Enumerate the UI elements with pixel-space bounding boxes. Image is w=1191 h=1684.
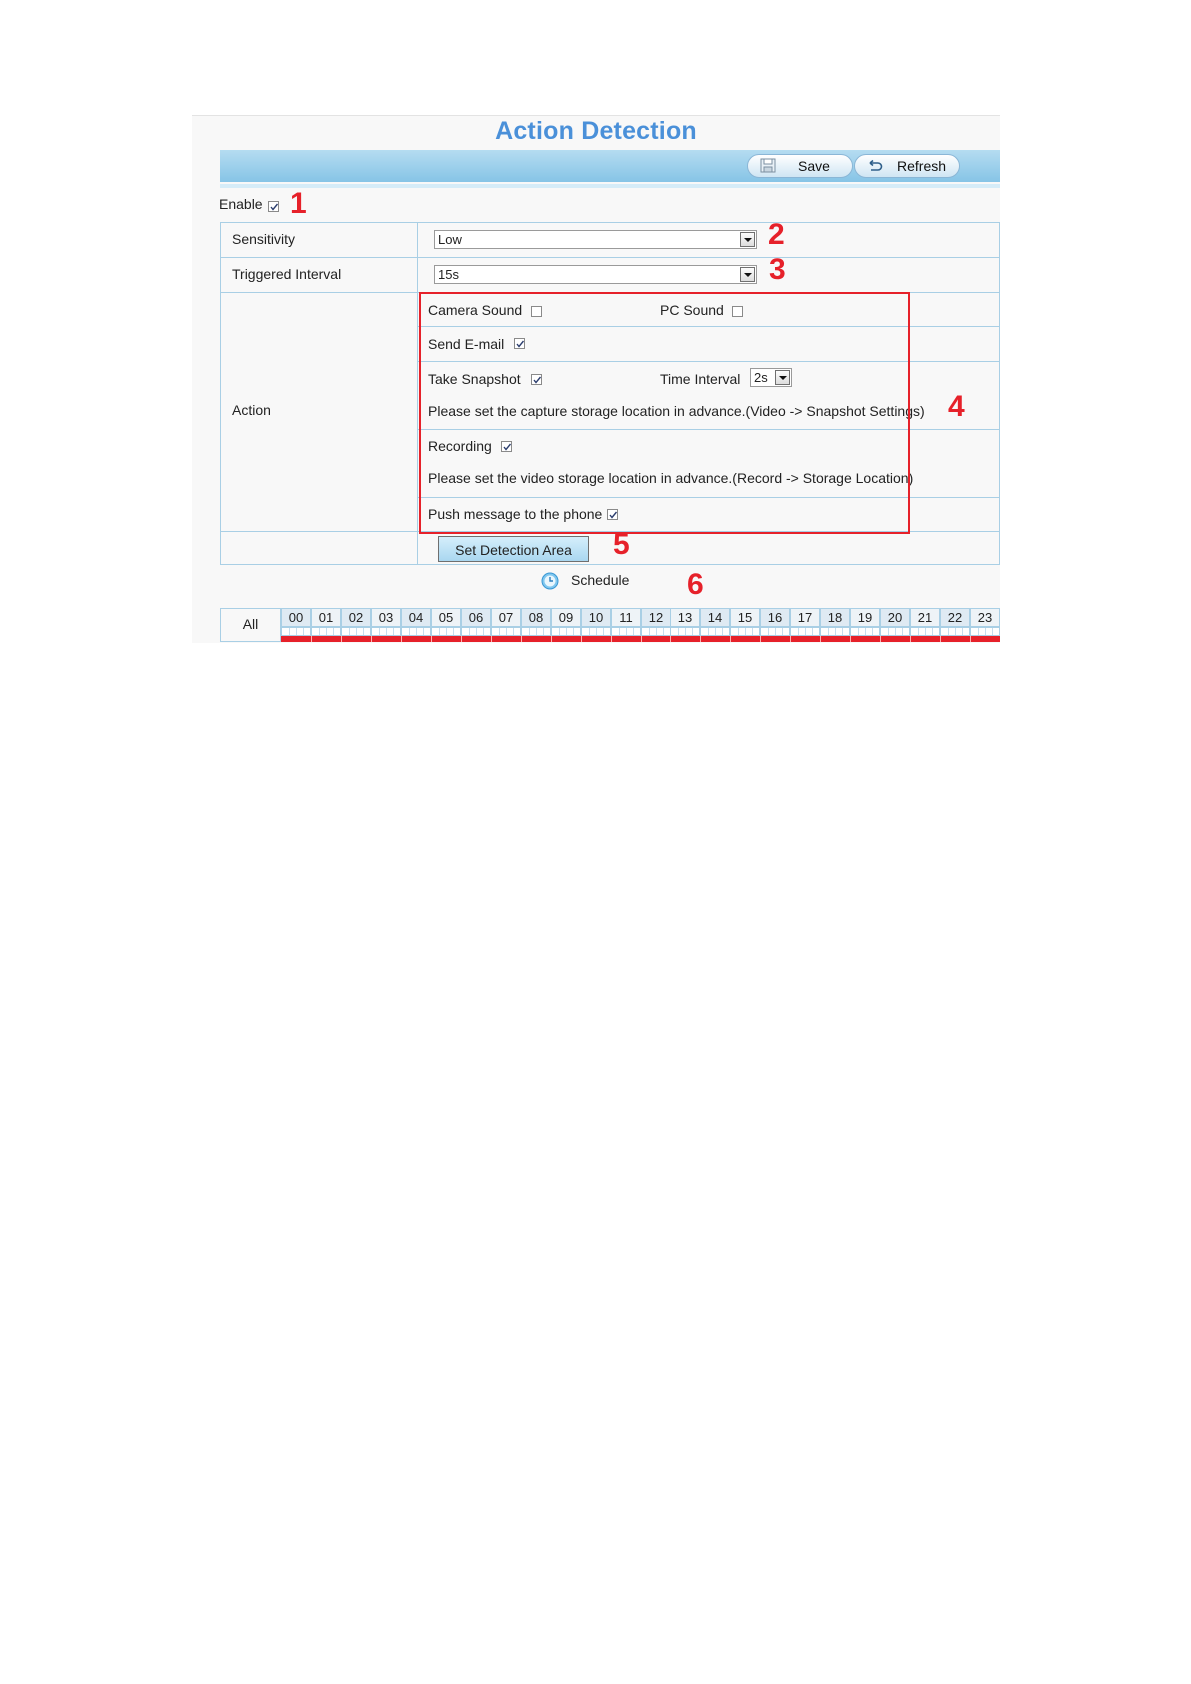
save-label: Save [798, 158, 830, 174]
slot-tick [798, 628, 799, 635]
schedule-slot-strip[interactable] [581, 627, 611, 636]
schedule-grid [220, 608, 1000, 643]
slot-tick [566, 628, 567, 635]
slot-divider [910, 636, 911, 642]
camera-sound-label: Camera Sound [428, 302, 523, 318]
slot-divider [401, 636, 402, 642]
sensitivity-value: Low [438, 232, 462, 247]
chevron-down-icon[interactable] [740, 232, 755, 247]
slot-tick [326, 628, 327, 635]
settings-table [220, 218, 1000, 565]
slot-tick [685, 628, 686, 635]
slot-tick [895, 628, 896, 635]
refresh-icon [867, 158, 883, 173]
action-detection-panel [192, 115, 1000, 643]
slot-tick [828, 628, 829, 635]
slot-tick [708, 628, 709, 635]
slot-tick [393, 628, 394, 635]
enable-label: Enable [219, 196, 263, 212]
toolbar [220, 150, 1000, 182]
schedule-hour-14[interactable]: 14 [700, 608, 730, 627]
save-button[interactable] [747, 154, 853, 178]
slot-tick [356, 628, 357, 635]
schedule-hour-02[interactable]: 02 [341, 608, 371, 627]
slot-tick [319, 628, 320, 635]
slot-divider [551, 636, 552, 642]
annotation-3: 3 [769, 253, 786, 286]
slot-divider [850, 636, 851, 642]
slot-tick [536, 628, 537, 635]
slot-tick [386, 628, 387, 635]
recording-note: Please set the video storage location in advance.(Record -> Storage Location) [428, 470, 914, 486]
slot-tick [955, 628, 956, 635]
slot-tick [289, 628, 290, 635]
slot-divider [461, 636, 462, 642]
slot-tick [775, 628, 776, 635]
slot-divider [940, 636, 941, 642]
refresh-label: Refresh [897, 158, 947, 174]
slot-tick [439, 628, 440, 635]
slot-tick [603, 628, 604, 635]
slot-tick [745, 628, 746, 635]
schedule-hour-07[interactable]: 07 [491, 608, 521, 627]
schedule-label: Schedule [571, 572, 630, 588]
slot-tick [506, 628, 507, 635]
slot-divider [970, 636, 971, 642]
slot-tick [543, 628, 544, 635]
slot-tick [858, 628, 859, 635]
slot-tick [722, 628, 723, 635]
schedule-hour-05[interactable]: 05 [431, 608, 461, 627]
slot-tick [902, 628, 903, 635]
area-label-cell [220, 531, 418, 565]
slot-tick [363, 628, 364, 635]
schedule-hour-12[interactable]: 12 [641, 608, 671, 627]
slot-tick [409, 628, 410, 635]
triggered-interval-value: 15s [438, 267, 459, 282]
refresh-button[interactable] [854, 154, 960, 178]
schedule-hour-04[interactable]: 04 [401, 608, 431, 627]
slot-divider [730, 636, 731, 642]
schedule-hour-08[interactable]: 08 [521, 608, 551, 627]
slot-divider [611, 636, 612, 642]
schedule-hour-00[interactable]: 00 [281, 608, 311, 627]
slot-tick [978, 628, 979, 635]
slot-tick [962, 628, 963, 635]
slot-tick [992, 628, 993, 635]
slot-tick [865, 628, 866, 635]
schedule-hour-13[interactable]: 13 [670, 608, 700, 627]
send-email-label: Send E-mail [428, 336, 505, 352]
slot-tick [768, 628, 769, 635]
save-icon [760, 158, 776, 173]
slot-tick [932, 628, 933, 635]
sensitivity-select[interactable] [434, 230, 757, 249]
pc-sound-label: PC Sound [660, 302, 724, 318]
set-detection-area-label: Set Detection Area [455, 542, 572, 558]
slot-divider [700, 636, 701, 642]
schedule-hour-17[interactable]: 17 [790, 608, 820, 627]
slot-divider [371, 636, 372, 642]
slot-tick [752, 628, 753, 635]
slot-tick [985, 628, 986, 635]
slot-tick [692, 628, 693, 635]
slot-divider [641, 636, 642, 642]
slot-tick [835, 628, 836, 635]
toolbar-underline [220, 184, 1000, 188]
slot-tick [529, 628, 530, 635]
action-label: Action [232, 402, 271, 418]
annotation-6: 6 [687, 568, 704, 601]
slot-tick [559, 628, 560, 635]
slot-tick [596, 628, 597, 635]
schedule-slot-strip[interactable] [850, 627, 880, 636]
triggered-interval-select[interactable] [434, 265, 757, 284]
slot-tick [805, 628, 806, 635]
slot-tick [349, 628, 350, 635]
schedule-slot-strip[interactable] [670, 627, 700, 636]
slot-tick [573, 628, 574, 635]
slot-tick [918, 628, 919, 635]
slot-tick [476, 628, 477, 635]
annotation-5: 5 [613, 528, 630, 561]
schedule-hour-06[interactable]: 06 [461, 608, 491, 627]
panel-top-edge [192, 115, 1000, 116]
slot-tick [948, 628, 949, 635]
schedule-hour-23[interactable]: 23 [970, 608, 1000, 627]
schedule-hour-03[interactable]: 03 [371, 608, 401, 627]
slot-tick [649, 628, 650, 635]
slot-tick [925, 628, 926, 635]
slot-divider [521, 636, 522, 642]
slot-tick [663, 628, 664, 635]
schedule-slot-strip[interactable] [940, 627, 970, 636]
action-highlight-box [419, 292, 910, 534]
schedule-slot-strip[interactable] [700, 627, 730, 636]
schedule-slot-strip[interactable] [491, 627, 521, 636]
slot-tick [715, 628, 716, 635]
slot-divider [311, 636, 312, 642]
schedule-slot-strip[interactable] [880, 627, 910, 636]
schedule-slot-strip[interactable] [461, 627, 491, 636]
slot-divider [670, 636, 671, 642]
slot-divider [880, 636, 881, 642]
sensitivity-label: Sensitivity [232, 231, 296, 247]
slot-tick [633, 628, 634, 635]
annotation-2: 2 [768, 218, 785, 251]
slot-tick [782, 628, 783, 635]
slot-divider [341, 636, 342, 642]
slot-divider [581, 636, 582, 642]
slot-tick [333, 628, 334, 635]
slot-divider [760, 636, 761, 642]
schedule-slot-strip[interactable] [521, 627, 551, 636]
schedule-slot-strip[interactable] [730, 627, 760, 636]
schedule-hour-16[interactable]: 16 [760, 608, 790, 627]
slot-tick [499, 628, 500, 635]
recording-label: Recording [428, 438, 492, 454]
schedule-slot-strip[interactable] [790, 627, 820, 636]
schedule-slot-strip[interactable] [371, 627, 401, 636]
schedule-slot-strip[interactable] [281, 627, 311, 636]
slot-divider [820, 636, 821, 642]
slot-tick [469, 628, 470, 635]
schedule-all-button[interactable]: All [220, 608, 281, 642]
slot-tick [619, 628, 620, 635]
schedule-slot-strip[interactable] [431, 627, 461, 636]
slot-tick [423, 628, 424, 635]
slot-divider [491, 636, 492, 642]
slot-tick [812, 628, 813, 635]
slot-tick [483, 628, 484, 635]
schedule-hour-11[interactable]: 11 [611, 608, 641, 627]
set-detection-area-button[interactable] [438, 536, 589, 562]
slot-tick [303, 628, 304, 635]
slot-tick [416, 628, 417, 635]
slot-tick [446, 628, 447, 635]
schedule-hour-01[interactable]: 01 [311, 608, 341, 627]
chevron-down-icon[interactable] [740, 267, 755, 282]
slot-tick [842, 628, 843, 635]
slot-tick [678, 628, 679, 635]
slot-tick [379, 628, 380, 635]
slot-tick [872, 628, 873, 635]
schedule-slot-strip[interactable] [611, 627, 641, 636]
triggered-interval-label: Triggered Interval [232, 266, 342, 282]
schedule-slot-strip[interactable] [341, 627, 371, 636]
take-snapshot-label: Take Snapshot [428, 371, 521, 387]
enable-checkbox[interactable] [268, 201, 279, 212]
time-interval-value: 2s [754, 370, 768, 385]
schedule-hour-19[interactable]: 19 [850, 608, 880, 627]
schedule-hour-20[interactable]: 20 [880, 608, 910, 627]
slot-tick [453, 628, 454, 635]
slot-divider [790, 636, 791, 642]
schedule-hour-18[interactable]: 18 [820, 608, 850, 627]
schedule-slot-strip[interactable] [760, 627, 790, 636]
check-icon [269, 202, 279, 212]
schedule-slot-strip[interactable] [641, 627, 671, 636]
schedule-slot-strip[interactable] [401, 627, 431, 636]
schedule-selected-row[interactable] [281, 636, 1000, 642]
schedule-slot-strip[interactable] [820, 627, 850, 636]
slot-divider [431, 636, 432, 642]
schedule-hour-15[interactable]: 15 [730, 608, 760, 627]
annotation-4: 4 [948, 390, 965, 423]
slot-tick [513, 628, 514, 635]
slot-tick [888, 628, 889, 635]
schedule-slot-strip[interactable] [910, 627, 940, 636]
schedule-hour-10[interactable]: 10 [581, 608, 611, 627]
schedule-slot-strip[interactable] [311, 627, 341, 636]
schedule-slot-strip[interactable] [970, 627, 1000, 636]
schedule-slot-strip[interactable] [551, 627, 581, 636]
slot-tick [656, 628, 657, 635]
annotation-1: 1 [290, 187, 307, 220]
snapshot-note: Please set the capture storage location in advance.(Video -> Snapshot Settings) [428, 403, 925, 419]
time-interval-label: Time Interval [660, 371, 741, 387]
schedule-hour-09[interactable]: 09 [551, 608, 581, 627]
slot-tick [738, 628, 739, 635]
page-title: Action Detection [495, 117, 697, 145]
schedule-hour-22[interactable]: 22 [940, 608, 970, 627]
slot-tick [626, 628, 627, 635]
schedule-hour-21[interactable]: 21 [910, 608, 940, 627]
clock-icon [541, 572, 559, 590]
slot-tick [589, 628, 590, 635]
slot-tick [296, 628, 297, 635]
push-message-label: Push message to the phone [428, 506, 603, 522]
